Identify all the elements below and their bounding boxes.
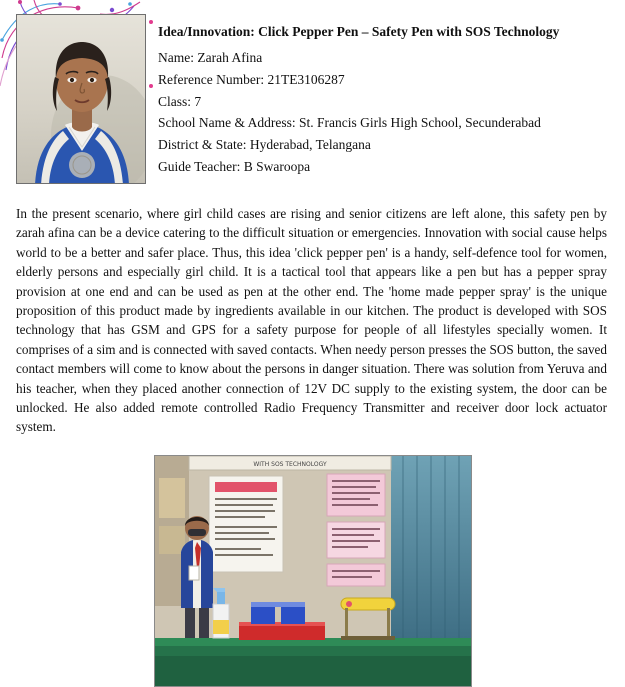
bullet-dot-icon <box>149 20 153 24</box>
svg-text:WITH SOS TECHNOLOGY: WITH SOS TECHNOLOGY <box>252 460 327 468</box>
detail-name: Name: Zarah Afina <box>158 49 263 65</box>
detail-reference-number: Reference Number: 21TE3106287 <box>158 71 345 87</box>
project-photo-container <box>16 455 609 687</box>
detail-district-state: District & State: Hyderabad, Telangana <box>158 137 371 153</box>
header-row <box>16 14 609 184</box>
detail-class: Class: 7 <box>158 93 202 109</box>
detail-school-name-address: School Name & Address: St. Francis Girls High School, Secunderabad <box>158 115 541 131</box>
project-exhibition-illustration <box>155 456 471 686</box>
student-details <box>158 14 609 178</box>
idea-title: Idea/Innovation: Click Pepper Pen – Safety Pen with SOS Technology <box>158 24 560 39</box>
student-photo <box>16 14 146 184</box>
description-paragraph: In the present scenario, where girl child cases are rising and senior citizens are left alone, this safety pen by zarah afina can be a device catering to the difficult situation or emergencies. Innovation with social cause helps world to be a better and safer place. Thus, this idea 'click pepper pen' is a handy, self-defence tool for women, elderly persons and especially girl child. It is a tactical tool that appears like a pen but has a pepper spray provision at one end and can be used as pen at the other end. The 'home made pepper spray' is the unique proposition of this product made by ingredients available in our kitchen. The product is developed with SOS technology that has GSM and GPS for a safety purpose for people of all lifestyles specially women. It comprises of a sim and is connected with saved contacts. When needy person presses the SOS button, the saved contact members will come to know about the persons in danger situation. There was solution from Yeruva and his teacher, when they placed another connection of 12V DC supply to the existing system, the door can be unlocked. He also added remote controlled Radio Frequency Transmitter and receiver door lock actuator system. <box>16 206 607 435</box>
student-portrait-illustration <box>17 15 146 184</box>
bullet-dot-icon <box>149 84 153 88</box>
detail-guide-teacher: Guide Teacher: B Swaroopa <box>158 159 311 175</box>
project-photo <box>154 455 472 687</box>
